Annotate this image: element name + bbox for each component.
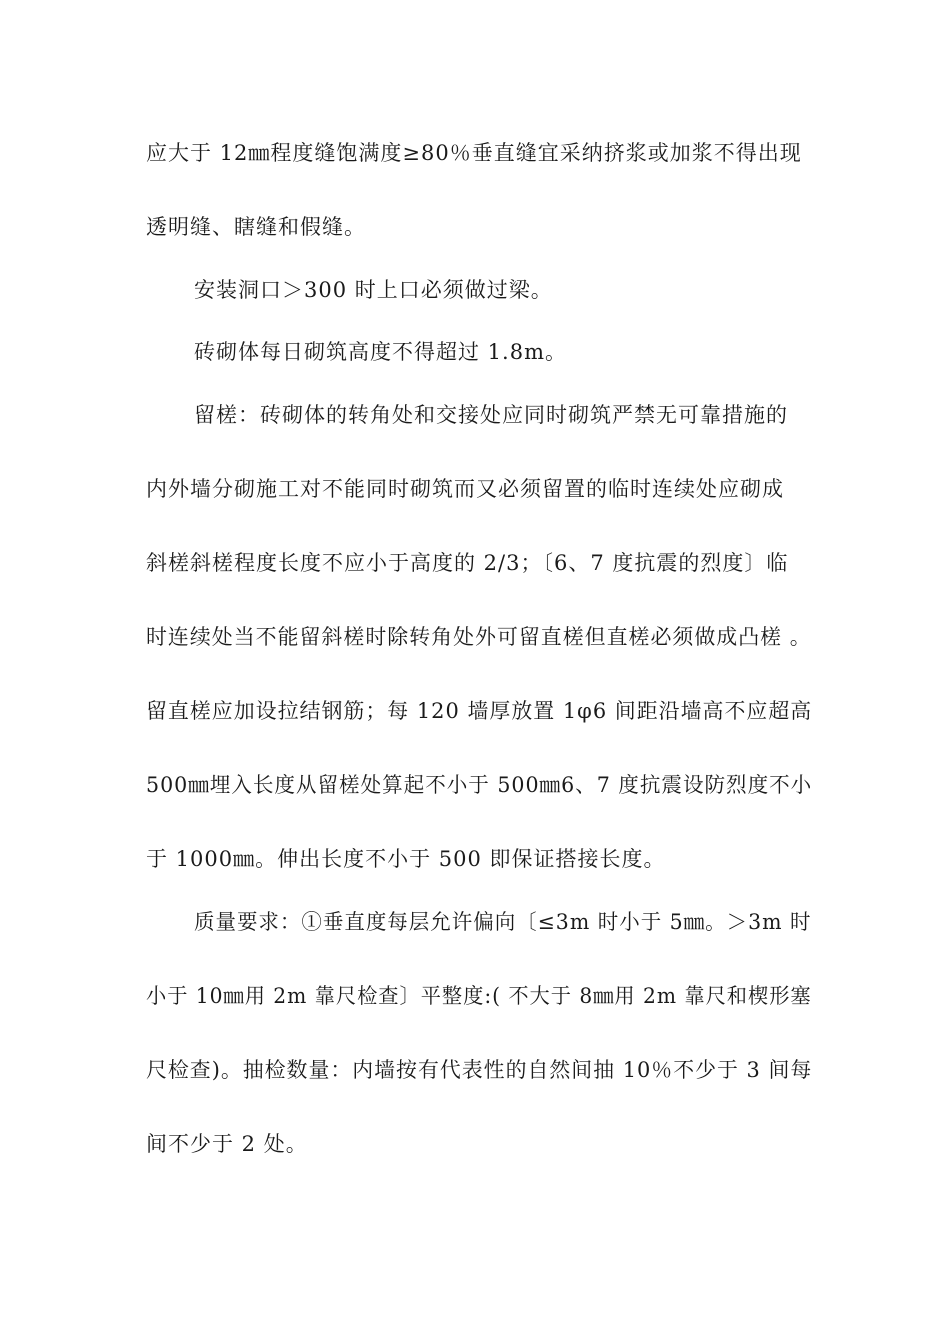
paragraph-line: 时连续处当不能留斜槎时除转角处外可留直槎但直槎必须做成凸槎 。 <box>146 625 812 649</box>
paragraph-line: 小于 10㎜用 2m 靠尺检查〕平整度:( 不大于 8㎜用 2m 靠尺和楔形塞 <box>146 984 812 1008</box>
paragraph-line: 砖砌体每日砌筑高度不得超过 1.8m。 <box>194 340 567 364</box>
paragraph-line: 质量要求：①垂直度每层允许偏向〔≤3m 时小于 5㎜。＞3m 时 <box>194 910 812 934</box>
paragraph-line: 内外墙分砌施工对不能同时砌筑而又必须留置的临时连续处应砌成 <box>146 477 784 501</box>
paragraph-line: 留直槎应加设拉结钢筋；每 120 墙厚放置 1φ6 间距沿墙高不应超高 <box>146 699 813 723</box>
paragraph-line: 应大于 12㎜程度缝饱满度≥80％垂直缝宜采纳挤浆或加浆不得出现 <box>146 141 802 165</box>
paragraph-line: 留槎：砖砌体的转角处和交接处应同时砌筑严禁无可靠措施的 <box>194 403 788 427</box>
paragraph-line: 斜槎斜槎程度长度不应小于高度的 2/3；〔6、7 度抗震的烈度〕临 <box>146 551 789 575</box>
paragraph-line: 500㎜埋入长度从留槎处算起不小于 500㎜6、7 度抗震设防烈度不小 <box>146 773 813 797</box>
paragraph-line: 安装洞口＞300 时上口必须做过梁。 <box>194 278 553 302</box>
paragraph-line: 尺检查)。抽检数量：内墙按有代表性的自然间抽 10％不少于 3 间每 <box>146 1058 813 1082</box>
paragraph-line: 于 1000㎜。伸出长度不小于 500 即保证搭接长度。 <box>146 847 666 871</box>
paragraph-line: 透明缝、瞎缝和假缝。 <box>146 215 366 239</box>
paragraph-line: 间不少于 2 处。 <box>146 1132 308 1156</box>
